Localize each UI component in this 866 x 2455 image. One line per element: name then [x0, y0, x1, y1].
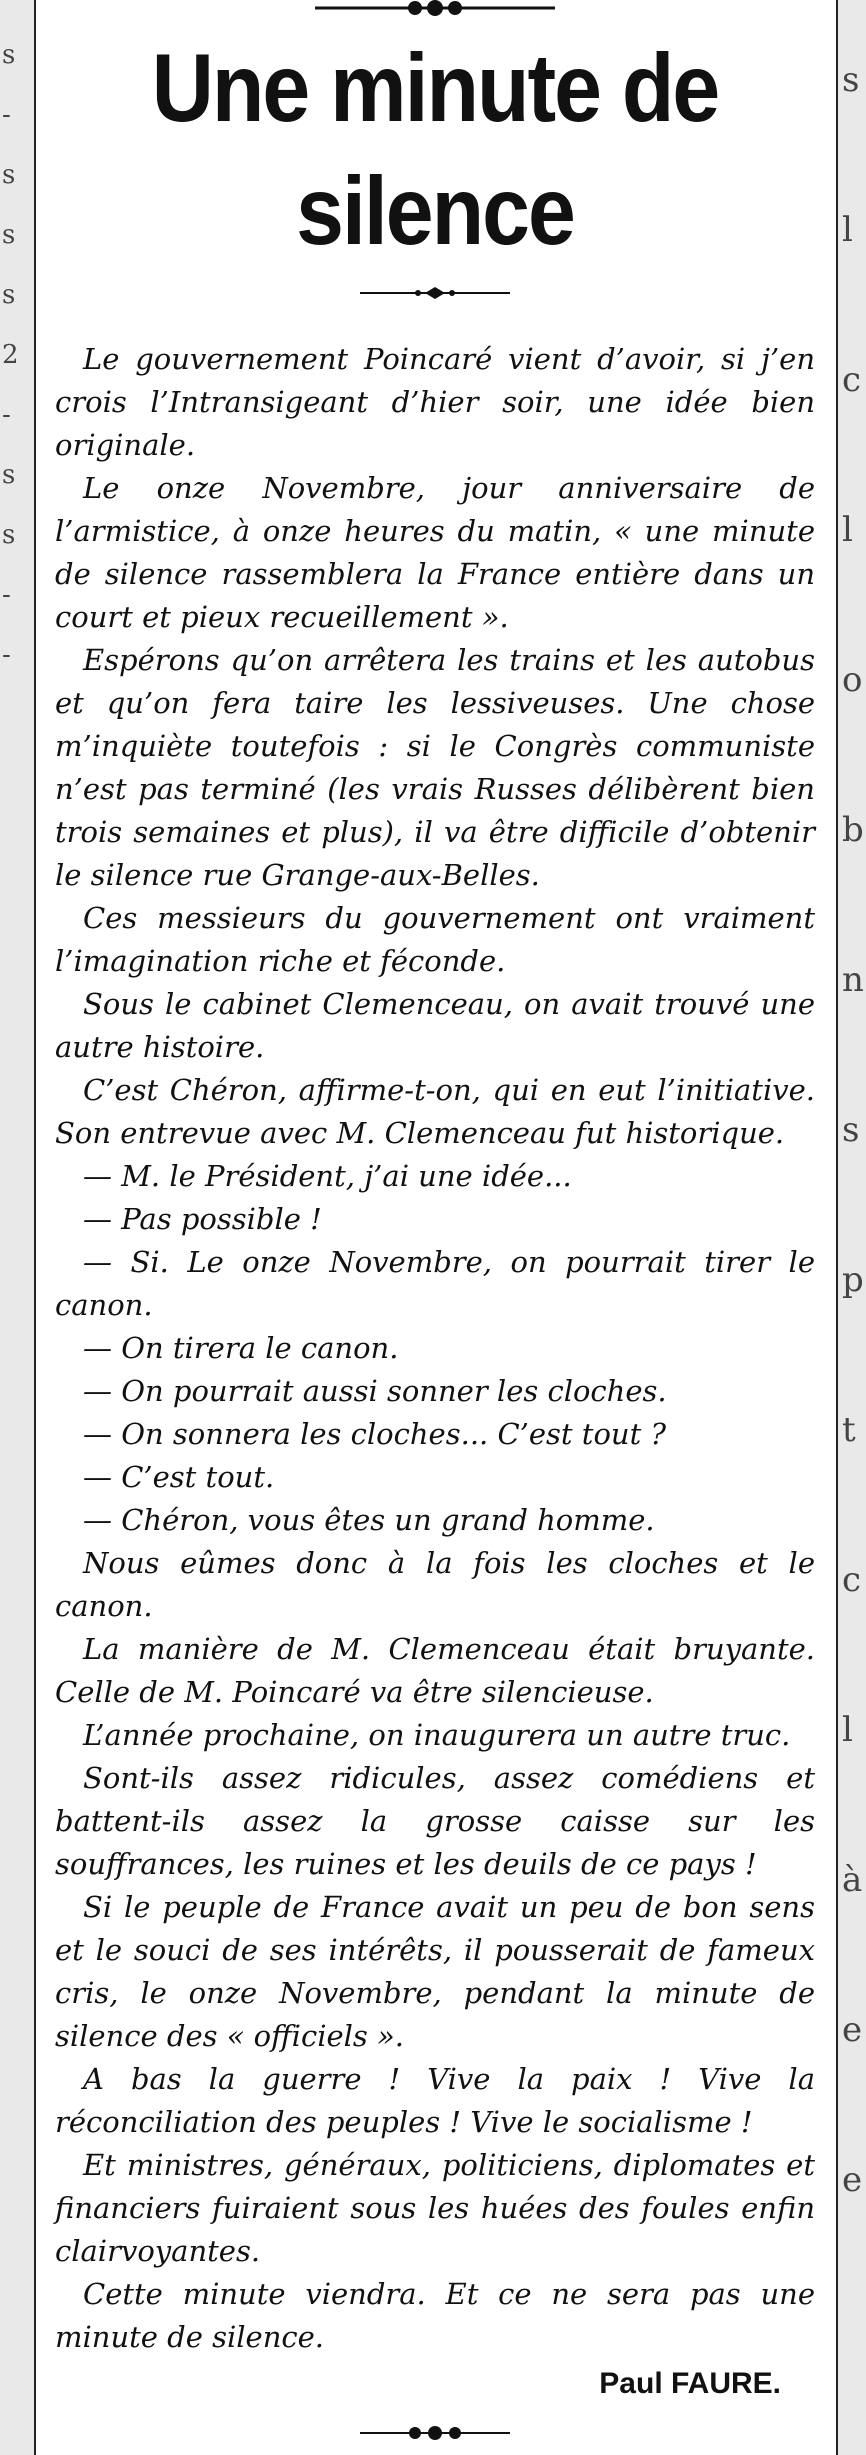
right-margin-fragment: e	[842, 2160, 863, 2200]
left-margin-fragment: -	[2, 640, 11, 670]
article-paragraph: — Pas possible !	[83, 1202, 322, 1236]
article-paragraph: — Si. Le onze Novembre, on pourrait tirer le canon.	[55, 1245, 815, 1322]
article-paragraph: — On sonnera les cloches... C’est tout ?	[83, 1417, 667, 1451]
article-paragraph: Et ministres, généraux, politiciens, diplomates et financiers fuiraient sous les huées des foules enfin clairvoyantes.	[55, 2148, 815, 2268]
article-paragraph: — M. le Président, j’ai une idée...	[83, 1159, 572, 1193]
article-paragraph: Le onze Novembre, jour anniversaire de l’armistice, à onze heures du matin, « une minute de silence rassemblera la France entière dans un court et pieux recueillement ».	[55, 471, 815, 634]
article-body	[55, 338, 815, 2359]
right-margin-fragment: t	[842, 1410, 856, 1450]
right-margin-fragment: e	[842, 2010, 863, 2050]
article-paragraph: — C’est tout.	[83, 1460, 275, 1494]
left-margin-fragment: 2	[2, 340, 19, 370]
article-paragraph: La manière de M. Clemenceau était bruyante. Celle de M. Poincaré va être silencieuse.	[55, 1632, 815, 1709]
article-title: Une minute de silence	[151, 34, 719, 266]
right-margin-fragment: s	[842, 1110, 860, 1150]
right-margin-fragment: l	[842, 510, 853, 550]
right-margin-fragment: o	[842, 660, 863, 700]
article-paragraph: Si le peuple de France avait un peu de bon sens et le souci de ses intérêts, il pousserait de fameux cris, le onze Novembre, pendant la minute de silence des « officiels ».	[55, 1890, 815, 2053]
article-paragraph: L’année prochaine, on inaugurera un autre truc.	[83, 1718, 791, 1752]
left-margin-fragment: s	[2, 520, 16, 550]
right-margin-fragment: l	[842, 1710, 853, 1750]
left-margin-fragment: s	[2, 280, 16, 310]
article-paragraph: Le gouvernement Poincaré vient d’avoir, si j’en crois l’Intransigeant d’hier soir, une idée bien originale.	[55, 342, 815, 462]
article-paragraph: Ces messieurs du gouvernement ont vraiment l’imagination riche et féconde.	[55, 901, 815, 978]
left-margin-fragment: -	[2, 400, 11, 430]
article-paragraph: Espérons qu’on arrêtera les trains et les autobus et qu’on fera taire les lessiveuses. Une chose m’inquiète toutefois : si le Congrès communiste n’est pas terminé (les vrais Russes délibèrent bien trois semaines et plus), il va être difficile d’obtenir le silence rue Grange-aux-Belles.	[55, 643, 815, 892]
article-paragraph: Nous eûmes donc à la fois les cloches et le canon.	[55, 1546, 815, 1623]
right-adjacent-column	[836, 0, 866, 2455]
article-paragraph: — Chéron, vous êtes un grand homme.	[83, 1503, 655, 1537]
author-signature: Paul FAURE.	[599, 2367, 781, 2400]
right-margin-fragment: à	[842, 1860, 863, 1900]
article-paragraph: C’est Chéron, affirme-t-on, qui en eut l’initiative. Son entrevue avec M. Clemenceau fut historique.	[55, 1073, 815, 1150]
article-paragraph: Sous le cabinet Clemenceau, on avait trouvé une autre histoire.	[55, 987, 815, 1064]
article-paragraph: — On pourrait aussi sonner les cloches.	[83, 1374, 667, 1408]
article-paragraph: Cette minute viendra. Et ce ne sera pas une minute de silence.	[55, 2277, 815, 2354]
article-column	[55, 0, 815, 2443]
left-margin-fragment: s	[2, 160, 16, 190]
left-margin-fragment: s	[2, 220, 16, 250]
article-paragraph: — On tirera le canon.	[83, 1331, 399, 1365]
top-ornament-icon	[315, 0, 555, 22]
right-margin-fragment: p	[842, 1260, 864, 1300]
article-paragraph: A bas la guerre ! Vive la paix ! Vive la réconciliation des peuples ! Vive le socialisme !	[55, 2062, 815, 2139]
left-margin-fragment: -	[2, 580, 11, 610]
bottom-ornament-icon	[360, 2423, 510, 2443]
article-paragraph: Sont-ils assez ridicules, assez comédiens et battent-ils assez la grosse caisse sur les souffrances, les ruines et les deuils de ce pays !	[55, 1761, 815, 1881]
left-margin-fragment: s	[2, 460, 16, 490]
right-margin-fragment: c	[842, 1560, 862, 1600]
right-margin-fragment: n	[842, 960, 864, 1000]
right-margin-fragment: b	[842, 810, 864, 850]
title-divider-icon	[360, 284, 510, 302]
left-adjacent-column	[0, 0, 36, 2455]
right-margin-fragment: l	[842, 210, 853, 250]
right-margin-fragment: c	[842, 360, 862, 400]
left-margin-fragment: s	[2, 40, 16, 70]
right-margin-fragment: s	[842, 60, 860, 100]
left-margin-fragment: -	[2, 100, 11, 130]
